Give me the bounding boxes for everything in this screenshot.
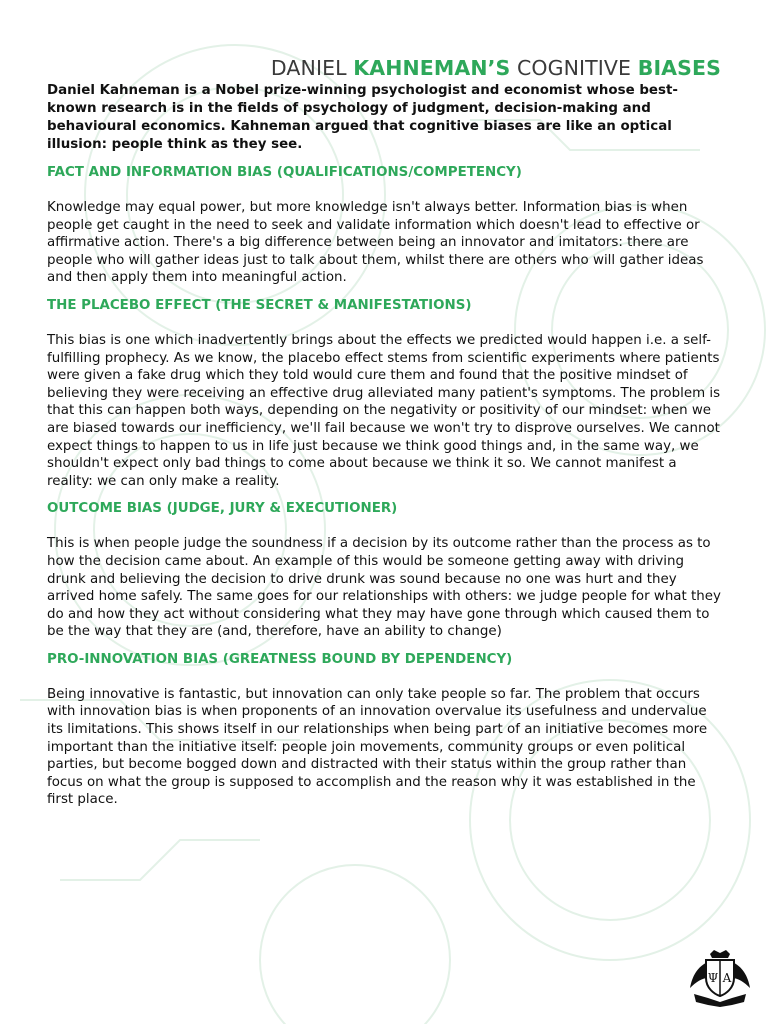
section-body: This bias is one which inadvertently brings about the effects we predicted would happen i.e. a self-fulfilling prophecy. As we know, the placebo effect stems from scientific experiments where patients were given a fake drug which they told would cure them and found that the positive mindset of believing they were receiving an effective drug alleviated many patient's symptoms. The problem is that this can happen both ways, depending on the negativity or positivity of our mindset: when we are biased towards our inefficiency, we'll fail because we won't try to disprove ourselves. We cannot expect things to happen to us in life just because we think good things and, in the same way, we shouldn't expect only bad things to come about because we think it so. We cannot manifest a reality: we can only make a reality. xyxy=(47,332,721,489)
section-heading: THE PLACEBO EFFECT (THE SECRET & MANIFESTATIONS) xyxy=(47,297,472,313)
title-part: COGNITIVE xyxy=(510,55,638,80)
crest-letter-psi: Ψ xyxy=(707,971,719,985)
shield-crest-icon xyxy=(688,948,752,1008)
section-outcome-bias xyxy=(47,500,725,641)
section-fact-information-bias xyxy=(47,164,725,287)
section-pro-innovation-bias xyxy=(47,651,725,809)
intro-paragraph: Daniel Kahneman is a Nobel prize-winning psychologist and economist whose best-known research is in the fields of psychology of judgment, decision-making and behavioural economics. Kahneman argued that cognitive biases are like an optical illusion: people think as they see. xyxy=(47,83,678,152)
section-body: Being innovative is fantastic, but innovation can only take people so far. The problem that occurs with innovation bias is when proponents of an innovation overvalue its usefulness and undervalue its limitations. This shows itself in our relationships when being part of an initiative becomes more important than the initiative itself: people join movements, community groups or even political parties, but become bogged down and distracted with their status within the group rather than focus on what the group is supposed to accomplish and the reason why it was established in the first place. xyxy=(47,686,708,808)
section-placebo-effect xyxy=(47,297,725,490)
section-heading: OUTCOME BIAS (JUDGE, JURY & EXECUTIONER) xyxy=(47,501,398,517)
section-heading: PRO-INNOVATION BIAS (GREATNESS BOUND BY DEPENDENCY) xyxy=(47,651,513,667)
document-content xyxy=(47,82,725,819)
crest-letter-a: A xyxy=(722,971,732,985)
page-title xyxy=(271,56,721,80)
section-body: This is when people judge the soundness if a decision by its outcome rather than the process as to how the decision came about. An example of this would be someone getting away with driving drunk and believing the decision to drive drunk was sound because no one was hurt and they arrived home safely. The same goes for our relationships with others: we judge people for what they do and how they act without considering what they may have gone through which caused them to be the way that they are (and, therefore, have an ability to change) xyxy=(47,536,721,640)
crest-crown xyxy=(710,950,730,958)
title-part-accent: KAHNEMAN’S xyxy=(353,55,511,80)
title-part-accent: BIASES xyxy=(637,55,721,80)
section-heading: FACT AND INFORMATION BIAS (QUALIFICATIONS/COMPETENCY) xyxy=(47,165,522,180)
title-part: DANIEL xyxy=(270,55,354,80)
section-body: Knowledge may equal power, but more knowledge isn't always better. Information bias is when people get caught in the need to seek and validate information which doesn't lead to effective or affirmative action. There's a big difference between being an innovator and imitators: there are people who will gather ideas just to talk about them, whilst there are others who will gather ideas and then apply them into meaningful action. xyxy=(47,200,704,286)
